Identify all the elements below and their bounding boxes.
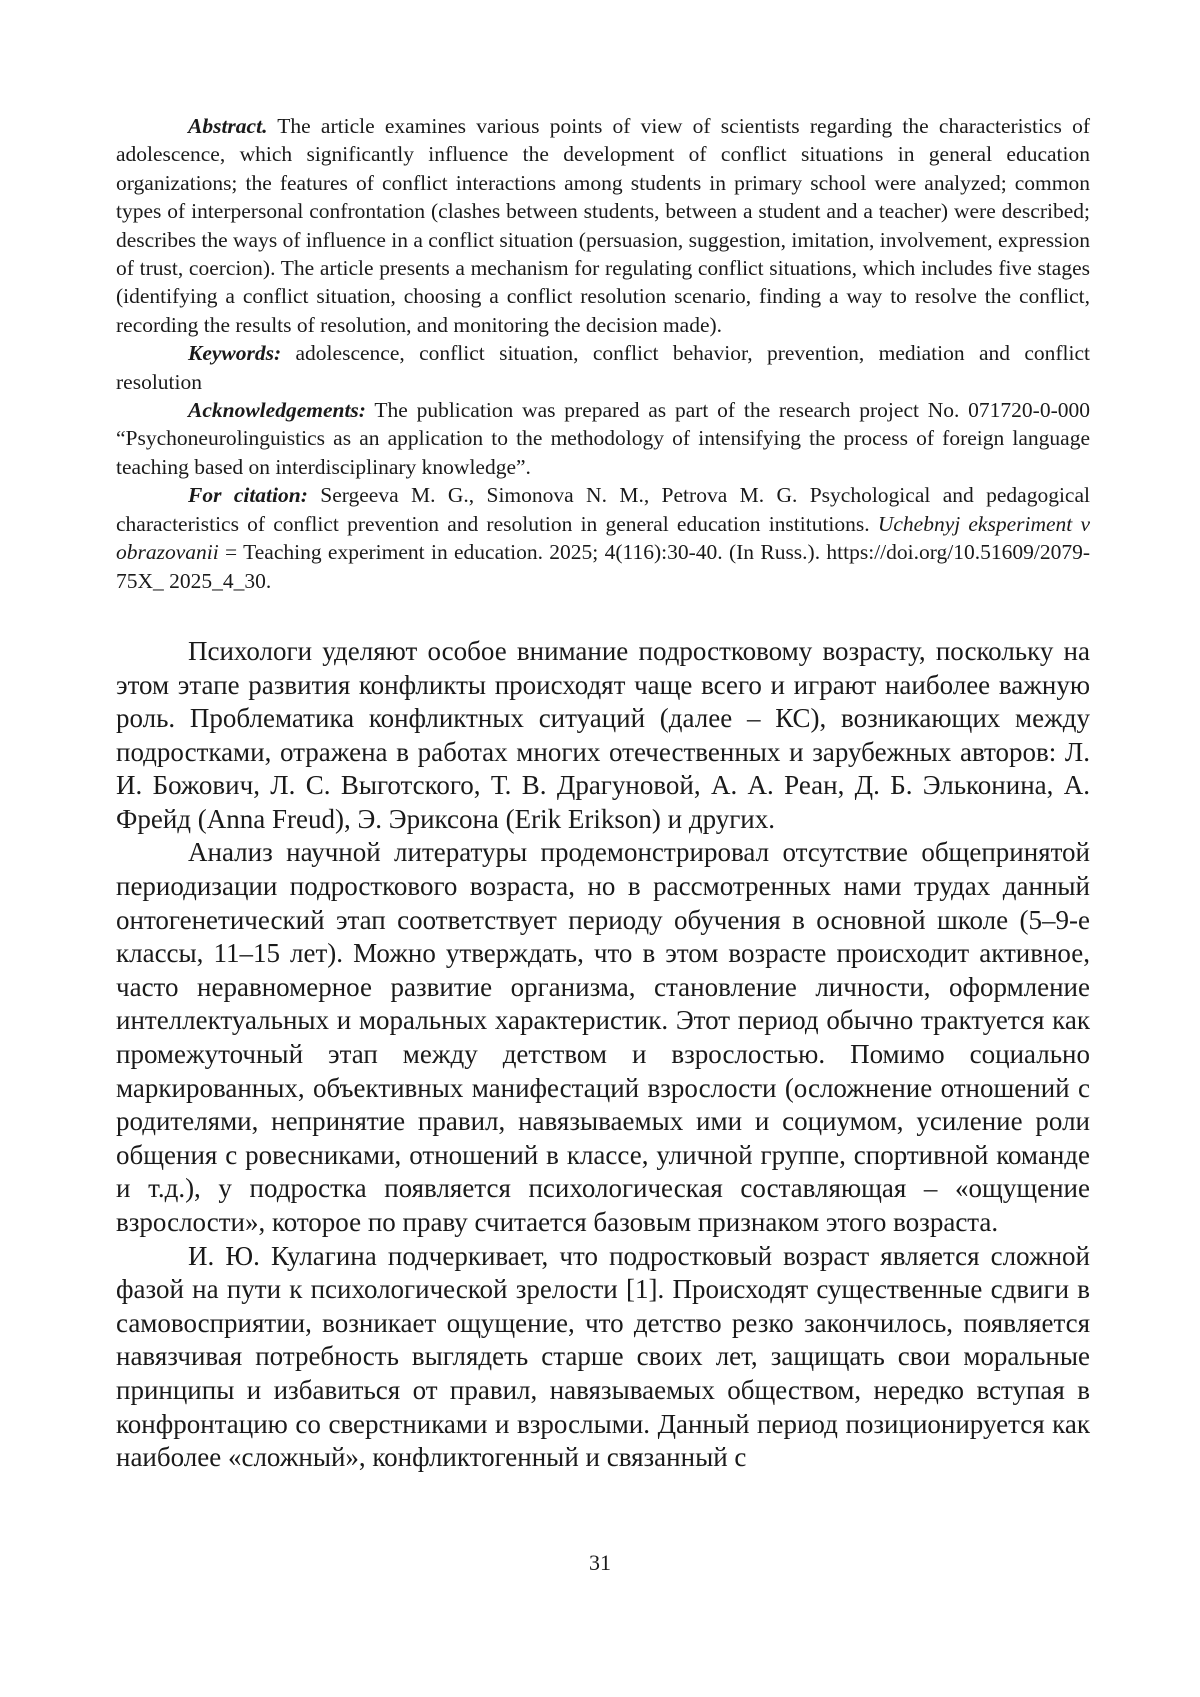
citation-label: For citation:	[188, 483, 308, 508]
body-paragraph-1: Психологи уделяют особое внимание подростковому возрасту, поскольку на этом этапе развития конфликты происходят чаще всего и играют наиболее важную роль. Проблематика конфликтных ситуаций (далее – КС), возникающих между подростками, отражена в работах многих отечественных и зарубежных авторов: Л. И. Божович, Л. С. Выготского, Т. В. Драгуновой, А. А. Реан, Д. Б. Эльконина, А. Фрейд (Anna Freud), Э. Эриксона (Erik Erikson) и других.	[116, 635, 1090, 834]
body-paragraph-2: Анализ научной литературы продемонстрировал отсутствие общепринятой периодизации подросткового возраста, но в рассмотренных нами трудах данный онтогенетический этап соответствует периоду обучения в основной школе (5–9-е классы, 11–15 лет). Можно утверждать, что в этом возрасте происходит активное, часто неравномерное развитие организма, становление личности, оформление интеллектуальных и моральных характеристик. Этот период обычно трактуется как промежуточный этап между детством и взрослостью. Помимо социально маркированных, объективных манифестаций взрослости (осложнение отношений с родителями, непринятие правил, навязываемых ими и социумом, усиление роли общения с ровесниками, отношений в классе, уличной группе, спортивной команде и т.д.), у подростка появляется психологическая составляющая – «ощущение взрослости», которое по праву считается базовым признаком этого возраста.	[116, 837, 1090, 1237]
acknowledgements-text: The publication was prepared as part of the research project No. 071720-0-000 “Psychoneurolinguistics as an application to the methodology of intensifying the process of foreign language teaching based on interdisciplinary knowledge”.	[116, 398, 1090, 479]
citation-text-after: = Teaching experiment in education. 2025; 4(116):30-40. (In Russ.). https://doi.org/10.51609/2079-75X_ 2025_4_30.	[116, 540, 1090, 593]
page-number: 31	[589, 1550, 611, 1575]
page-content	[116, 112, 1090, 1475]
keywords-label: Keywords:	[188, 341, 282, 366]
acknowledgements-label: Acknowledgements:	[188, 398, 366, 423]
abstract-label: Abstract.	[188, 114, 268, 138]
keywords-text: adolescence, conflict situation, conflict behavior, prevention, mediation and conflict resolution	[116, 341, 1090, 394]
citation-text-before: Sergeeva M. G., Simonova N. M., Petrova M. G. Psychological and pedagogical characteristics of conflict prevention and resolution in general education institutions.	[116, 483, 1090, 536]
abstract-text: The article examines various points of view of scientists regarding the characteristics of adolescence, which significantly influence the development of conflict situations in general education organizations; the features of conflict interactions among students in primary school were analyzed; common types of interpersonal confrontation (clashes between students, between a student and a teacher) were described; describes the ways of influence in a conflict situation (persuasion, suggestion, imitation, involvement, expression of trust, coercion). The article presents a mechanism for regulating conflict situations, which includes five stages (identifying a conflict situation, choosing a conflict resolution scenario, finding a way to resolve the conflict, recording the results of resolution, and monitoring the decision made).	[116, 114, 1090, 337]
body-paragraph-3: И. Ю. Кулагина подчеркивает, что подростковый возраст является сложной фазой на пути к психологической зрелости [1]. Происходят существенные сдвиги в самовосприятии, возникает ощущение, что детство резко закончилось, появляется навязчивая потребность выглядеть старше своих лет, защищать свои моральные принципы и избавиться от правил, навязываемых обществом, нередко вступая в конфронтацию со сверстниками и взрослыми. Данный период позиционируется как наиболее «сложный», конфликтогенный и связанный с	[116, 1240, 1090, 1473]
citation-paragraph	[116, 481, 1090, 595]
abstract-paragraph	[116, 112, 1090, 339]
keywords-paragraph	[116, 339, 1090, 396]
citation-journal: Uchebnyj eksperiment v obrazovanii	[116, 511, 1090, 565]
abstract-section	[116, 112, 1090, 595]
acknowledgements-paragraph	[116, 396, 1090, 481]
body-text	[116, 635, 1090, 1475]
